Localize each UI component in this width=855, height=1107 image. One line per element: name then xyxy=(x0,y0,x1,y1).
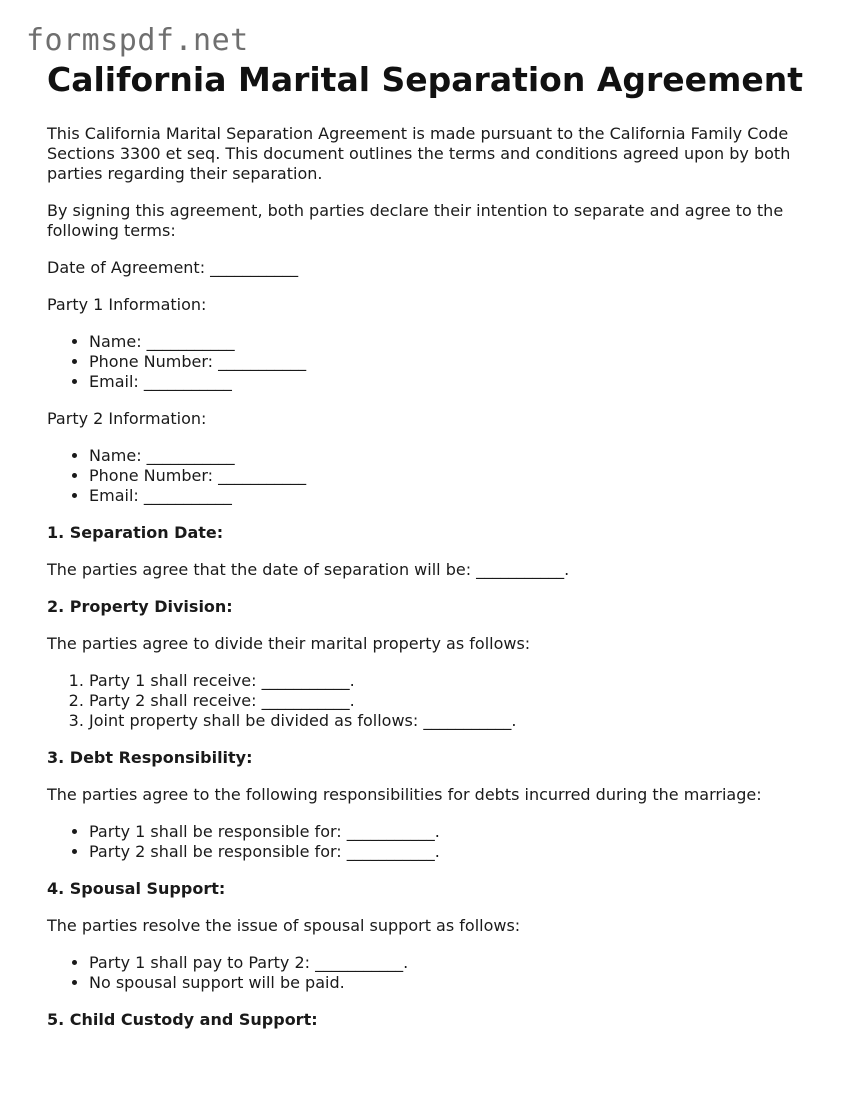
debt-responsibility-list xyxy=(47,822,817,862)
party1-name-field: • Name: ___________ xyxy=(89,332,817,352)
separation-date-heading: 1. Separation Date: xyxy=(47,523,224,542)
intro-paragraph: This California Marital Separation Agreement is made pursuant to the California Family Code Sections 3300 et seq. This document outlines the terms and conditions agreed upon by both parties regarding their separation. xyxy=(47,124,791,183)
spousal-support-text: The parties resolve the issue of spousal support as follows: xyxy=(47,916,521,935)
list-item: • No spousal support will be paid. xyxy=(89,973,817,993)
party2-phone-field: • Phone Number: ___________ xyxy=(89,466,817,486)
party2-name-field: • Name: ___________ xyxy=(89,446,817,466)
list-item: • Party 1 shall be responsible for: ___________. xyxy=(89,822,817,842)
date-of-agreement: Date of Agreement: ___________ xyxy=(47,258,299,277)
debt-responsibility-text: The parties agree to the following responsibilities for debts incurred during the marriage: xyxy=(47,785,762,804)
party2-heading: Party 2 Information: xyxy=(47,409,207,428)
party1-heading: Party 1 Information: xyxy=(47,295,207,314)
property-division-heading: 2. Property Division: xyxy=(47,597,233,616)
list-item: 3. Joint property shall be divided as follows: ___________. xyxy=(89,711,817,731)
child-custody-heading: 5. Child Custody and Support: xyxy=(47,1010,318,1029)
party2-fields xyxy=(47,446,817,506)
list-item: 2. Party 2 shall receive: ___________. xyxy=(89,691,817,711)
list-item: • Party 2 shall be responsible for: ___________. xyxy=(89,842,817,862)
party1-phone-field: • Phone Number: ___________ xyxy=(89,352,817,372)
document xyxy=(47,60,817,1030)
debt-responsibility-heading: 3. Debt Responsibility: xyxy=(47,748,253,767)
spousal-support-heading: 4. Spousal Support: xyxy=(47,879,226,898)
property-division-text: The parties agree to divide their marital property as follows: xyxy=(47,634,531,653)
party2-email-field: • Email: ___________ xyxy=(89,486,817,506)
list-item: 1. Party 1 shall receive: ___________. xyxy=(89,671,817,691)
watermark: formspdf.net xyxy=(26,23,249,58)
spousal-support-list xyxy=(47,953,817,993)
list-item: • Party 1 shall pay to Party 2: ___________. xyxy=(89,953,817,973)
party1-email-field: • Email: ___________ xyxy=(89,372,817,392)
separation-date-text: The parties agree that the date of separation will be: ___________. xyxy=(47,560,570,579)
property-division-list xyxy=(47,671,817,731)
declaration-paragraph: By signing this agreement, both parties declare their intention to separate and agree to the following terms: xyxy=(47,201,784,240)
party1-fields xyxy=(47,332,817,392)
page-title: California Marital Separation Agreement xyxy=(47,60,804,99)
